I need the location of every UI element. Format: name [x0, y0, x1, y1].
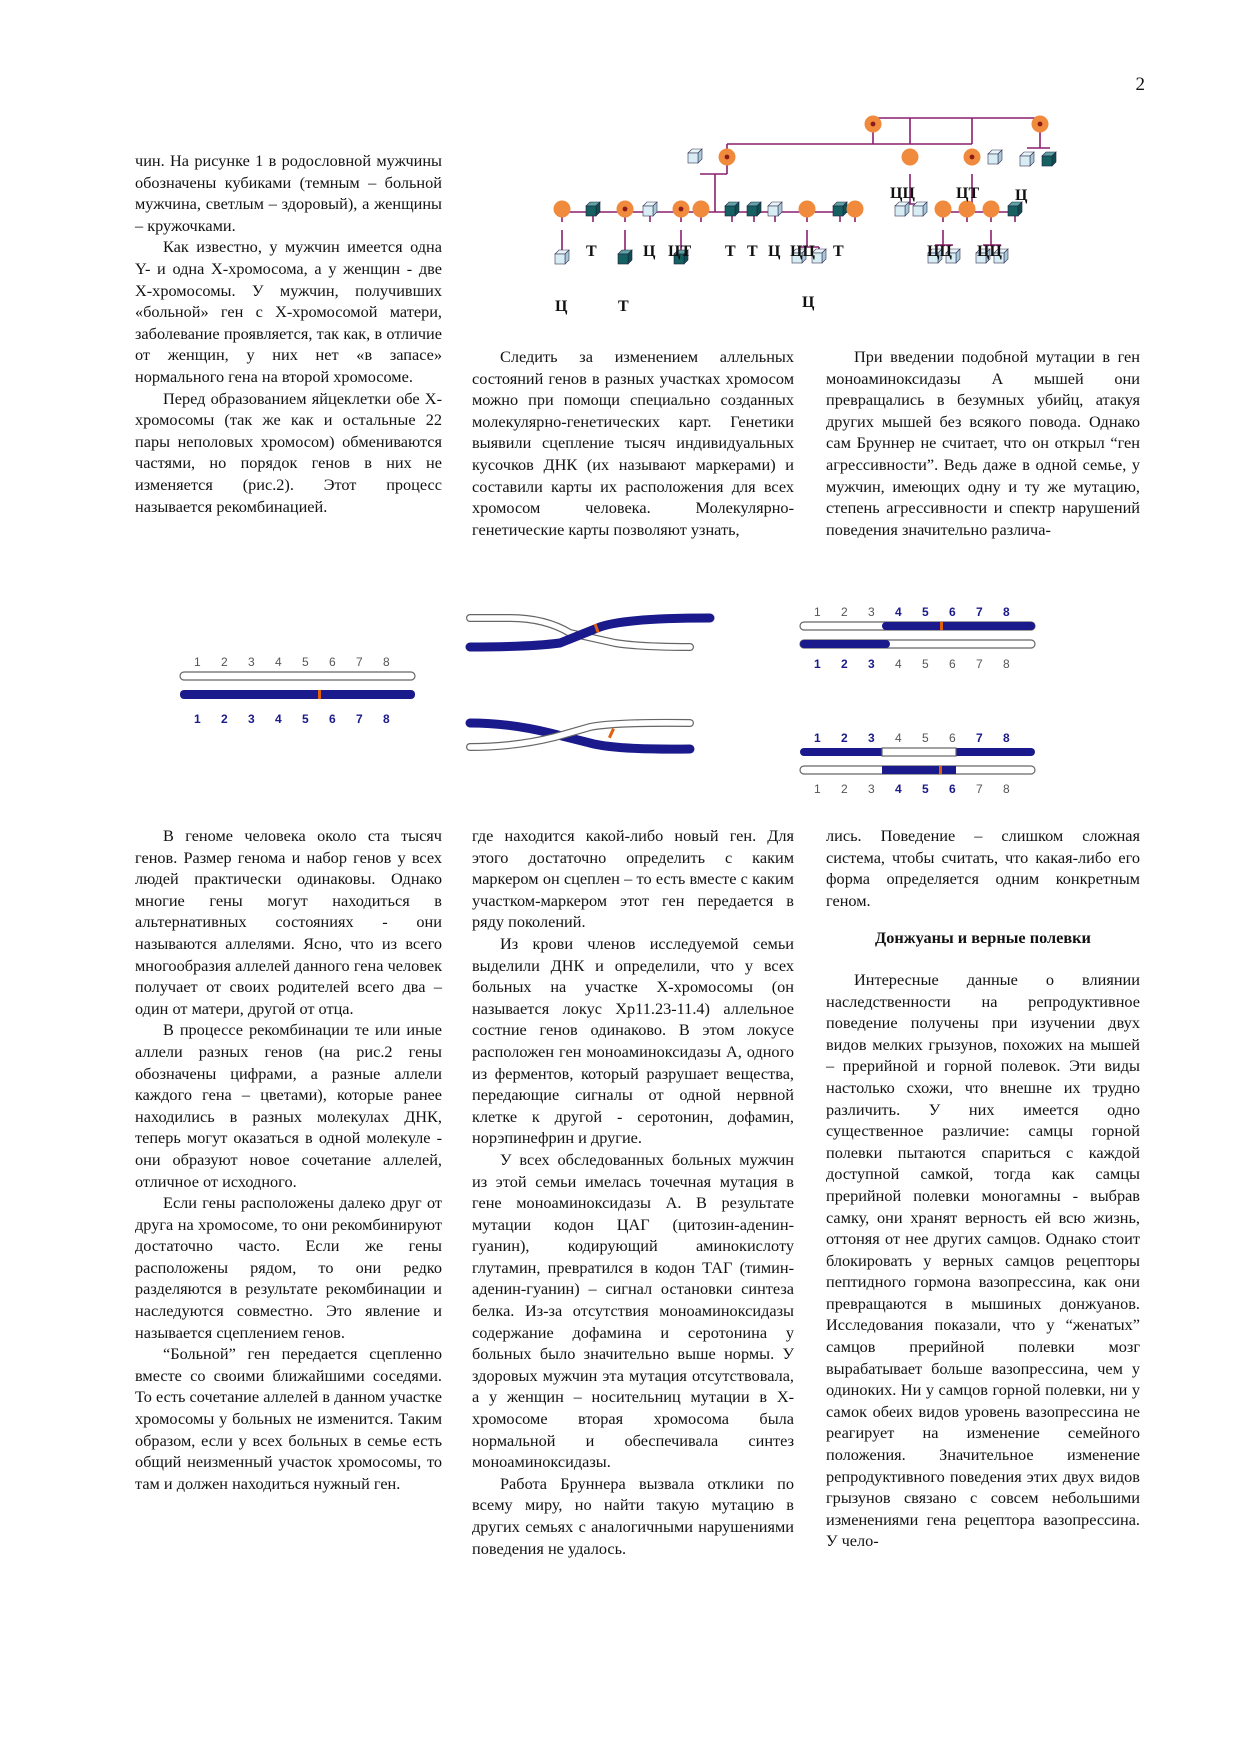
gene-number: 1: [814, 657, 821, 671]
paragraph: где находится какой-либо новый ген. Для этого достаточно определить с каким маркером он сцеплен – то есть вместе с каким участком-маркером этот ген передается в ряду поколений.: [472, 826, 794, 932]
gene-number: 5: [922, 657, 929, 671]
gene-number: 4: [895, 731, 902, 745]
text-column-bottom-middle: [472, 825, 794, 1559]
gene-number: 7: [356, 712, 363, 726]
gene-number: 3: [248, 712, 255, 726]
pedigree-label: ЦЦ: [790, 243, 815, 260]
gene-number: 6: [949, 657, 956, 671]
pedigree-label: ЦЦ: [927, 243, 952, 260]
gene-number: 3: [868, 731, 875, 745]
gene-number: 2: [221, 655, 228, 669]
pedigree-label: Т: [747, 243, 758, 260]
gene-number: 6: [949, 605, 956, 619]
gene-number: 4: [895, 657, 902, 671]
gene-number: 6: [329, 655, 336, 669]
chromosome-pair-recombinant-1: [800, 605, 1035, 671]
chromosome-pair-original: [180, 655, 415, 726]
gene-number: 7: [976, 782, 983, 796]
gene-number: 5: [302, 712, 309, 726]
text-column-top-middle: [472, 346, 794, 540]
gene-number: 2: [841, 782, 848, 796]
paragraph: Как известно, у мужчин имеется одна Y- и одна X-хромосома, а у женщин - две X-хромосомы. У мужчин, получивших «больной» ген с X-хромосомой матери, заболевание проявляется, так как, в отличие от женщин, у них нет «в запасе» нормального гена на второй хромосоме.: [135, 237, 442, 386]
gene-number: 8: [383, 712, 390, 726]
gene-number: 4: [275, 712, 282, 726]
section-heading: Донжуаны и верные полевки: [875, 928, 1091, 948]
pedigree-label: Ц: [802, 294, 815, 311]
paragraph: Если гены расположены далеко друг от друга на хромосоме, то они рекомбинируют достаточно часто. Если же гены расположены рядом, то они редко разделяются в результате рекомбинации и наследуются совместно. Это явление и называется сцеплением генов.: [135, 1193, 442, 1342]
crossover-lower: [470, 723, 690, 749]
recombination-diagram: [170, 585, 1050, 800]
chromosome-pair-recombinant-2: [800, 731, 1035, 796]
gene-number: 8: [1003, 605, 1010, 619]
pedigree-label: Т: [586, 243, 597, 260]
gene-number: 2: [841, 605, 848, 619]
gene-number: 2: [221, 712, 228, 726]
paragraph: Интересные данные о влиянии наследственности на репродуктивное поведение получены при изучении двух видов мелких грызунов, похожих на мышей – прерийной и горной полевок. Эти виды настолько схожи, что внешне их трудно различить. У них имеется одно существенное различие: самцы горной полевки пытаются спариться с каждой доступной самкой, тогда как самцы прерийной полевки моногамны - выбрав самку, они хранят верность ей всю жизнь, оттоняя от нее других самцов. Однако стоит блокировать у верных самцов рецепторы пептидного гормона вазопрессина, как они превращаются в мышиных донжуанов. Исследования показали, что у “женатых” самцов прерийной полевки мозг вырабатывает больше вазопрессина, чем у одиноких. Ни у самцов горной полевки, ни у самок обеих видов уровень вазопрессина не реагирует на изменение семейного положения. Значительное изменение репродуктивного поведения этих двух видов грызунов связано с совсем небольшими изменениями гена рецептора вазопрессина. У чело-: [826, 969, 1140, 1551]
gene-number: 7: [976, 657, 983, 671]
gene-number: 8: [1003, 657, 1010, 671]
gene-number: 8: [383, 655, 390, 669]
paragraph: В геноме человека около ста тысяч генов. Размер генома и набор генов у всех людей практически одинаковы. Однако многие гены могут находиться в альтернативных состояниях - они называются аллелями. Ясно, что из всего многообразия аллелей данного гена человек получает от своих родителей всего два – один от матери, другой от отца.: [135, 826, 442, 1018]
gene-number: 6: [329, 712, 336, 726]
gene-number: 2: [841, 657, 848, 671]
pedigree-label: ЦЦ: [977, 243, 1002, 260]
text-column-top-left: [135, 150, 442, 517]
gene-number: 6: [949, 782, 956, 796]
pedigree-label: ЦТ: [668, 243, 692, 260]
paragraph: чин. На рисунке 1 в родословной мужчины обозначены кубиками (темным – больной мужчина, светлым – здоровый), а женщины – кружочками.: [135, 151, 442, 235]
gene-number: 3: [868, 782, 875, 796]
gene-number: 4: [275, 655, 282, 669]
gene-number: 5: [302, 655, 309, 669]
paragraph: Работа Бруннера вызвала отклики по всему миру, но найти такую мутацию в других семьях с аналогичными нарушениями поведения не удалось.: [472, 1473, 794, 1558]
crossover-upper: [470, 618, 710, 647]
gene-number: 4: [895, 605, 902, 619]
paragraph: У всех обследованных больных мужчин из этой семьи имелась точечная мутация в гене моноаминоксидазы А. В результате мутации кодон ЦАГ (цитозин-аденин-гуанин), кодирующий аминокислоту глутамин, превратился в кодон ТАГ (тимин-аденин-гуанин) – сигнал остановки синтеза белка. Из-за отсутствия моноаминоксидазы содержание дофамина и серотонина у больных было значительно выше нормы. У здоровых мужчин эта мутация отсутствовала, а у женщин – носительниц мутации в X-хромосоме вторая хромосома была нормальной и обеспечивала синтез моноаминоксидазы.: [472, 1149, 794, 1472]
paragraph: Перед образованием яйцеклетки обе X-хромосомы (так же как и остальные 22 пары неполовых хромосом) обмениваются частями, но порядок генов в них не изменяется (рис.2). Этот процесс называется рекомбинацией.: [135, 388, 442, 516]
text-column-bottom-right: [826, 825, 1140, 1552]
gene-number: 8: [1003, 731, 1010, 745]
gene-number: 8: [1003, 782, 1010, 796]
gene-number: 1: [814, 605, 821, 619]
gene-number: 5: [922, 731, 929, 745]
pedigree-label: ЦЦ: [890, 185, 915, 202]
pedigree-diagram: [505, 112, 1085, 322]
pedigree-label: Т: [833, 243, 844, 260]
gene-number: 3: [248, 655, 255, 669]
gene-number: 5: [922, 605, 929, 619]
gene-number: 2: [841, 731, 848, 745]
text-column-bottom-left: [135, 825, 442, 1494]
paragraph: лись. Поведение – слишком сложная система, чтобы считать, что какая-либо его форма определяется одним конкретным геном.: [826, 826, 1140, 910]
gene-number: 7: [356, 655, 363, 669]
gene-number: 3: [868, 605, 875, 619]
paragraph: В процессе рекомбинации те или иные аллели разных генов (на рис.2 гены обозначены цифрами, а разные аллели каждого гена – цветами), которые ранее находились в разных молекулах ДНК, теперь могут оказаться в одной молекуле - они образуют новое сочетание аллелей, отличное от исходного.: [135, 1020, 442, 1191]
gene-number: 7: [976, 605, 983, 619]
pedigree-label: Ц: [555, 298, 568, 315]
gene-number: 5: [922, 782, 929, 796]
paragraph: Следить за изменением аллельных состояний генов в разных участках хромосом можно при помощи специально созданных молекулярно-генетических карт. Генетики выявили сцепление тысяч индивидуальных кусочков ДНК (их называют маркерами) и составили карты их расположения для всех хромосом человека. Молекулярно-генетические карты позволяют узнать,: [472, 347, 794, 539]
gene-number: 1: [194, 712, 201, 726]
gene-number: 1: [814, 782, 821, 796]
gene-number: 3: [868, 657, 875, 671]
pedigree-label: ЦТ: [956, 185, 980, 202]
gene-number: 1: [194, 655, 201, 669]
paragraph: При введении подобной мутации в ген моноаминоксидазы А мышей они превращались в безумных убийц, атакуя других мышей без всякого повода. Однако сам Бруннер не считает, что он открыл “ген агрессивности”. Ведь даже в одной семье, у мужчин, имеющих одну и ту же мутацию, степень агрессивности и спектр нарушений поведения значительно различа-: [826, 347, 1140, 539]
gene-number: 7: [976, 731, 983, 745]
pedigree-label: Ц: [643, 243, 656, 260]
gene-number: 6: [949, 731, 956, 745]
pedigree-label: Ц: [768, 243, 781, 260]
gene-number: 1: [814, 731, 821, 745]
pedigree-label: Т: [618, 298, 629, 315]
pedigree-label: Т: [725, 243, 736, 260]
paragraph: Из крови членов исследуемой семьи выделили ДНК и определили, что у всех больных на участке X-хромосомы (он называется локус Xp11.23-11.4) аллельное состние генов одинаково. В этом локусе расположен ген моноаминоксидазы А, одного из ферментов, который разрушает вещества, передающие сигналы от одной нервной клетке к другой - серотонин, дофамин, норэпинефрин и другие.: [472, 933, 794, 1148]
paragraph: “Больной” ген передается сцепленно вместе со своими ближайшими соседями. То есть сочетание аллелей в данном участке хромосомы у больных не изменится. Таким образом, если у всех больных в семье есть общий неизменный участок хромосомы, то там и должен находиться нужный ген.: [135, 1344, 442, 1493]
text-column-top-right: [826, 346, 1140, 540]
pedigree-label: Ц: [1015, 187, 1028, 204]
page-number: 2: [1135, 74, 1145, 95]
gene-number: 4: [895, 782, 902, 796]
